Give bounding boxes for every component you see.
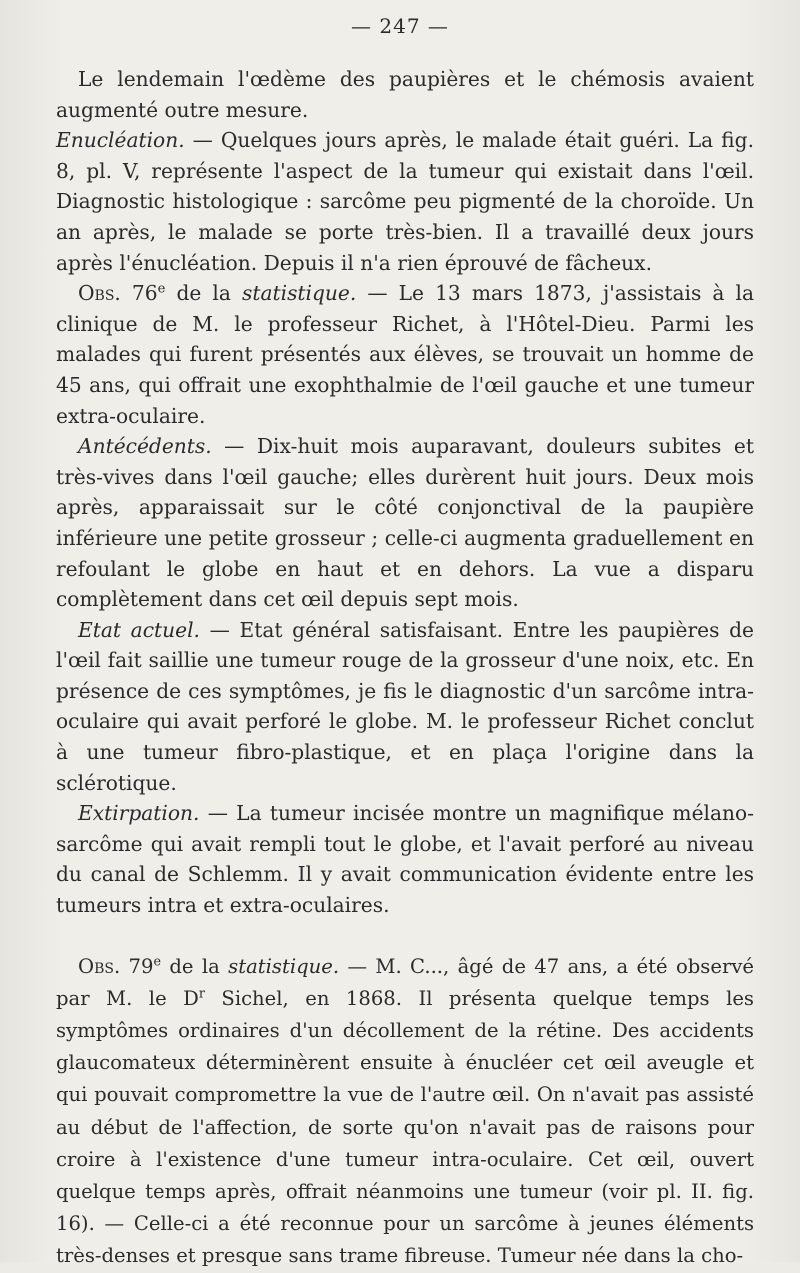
page-number: — 247 — bbox=[351, 14, 449, 38]
paragraph-enucleation bbox=[56, 125, 754, 278]
paragraph-text: — Etat général satisfaisant. Entre les paupières de l'œil fait saillie une tumeur rouge de la grosseur d'une noix, etc. En présence de ces symptômes, je fis le diagnostic d'un sarcôme intra-oculaire qui avait perforé le globe. M. le professeur Richet conclut à une tumeur fibro-plastique, et en plaça l'origine dans la sclérotique. bbox=[56, 617, 754, 795]
paragraph-text: — La tumeur incisée montre un magnifique mélano-sarcôme qui avait rempli tout le globe, et l'avait perforé au niveau du canal de Schlemm. Il y avait communication évidente entre les tumeurs intra et extra-oculaires. bbox=[56, 801, 754, 918]
obs-number: 79 bbox=[120, 954, 154, 978]
paragraph-text: Le lendemain l'œdème des paupières et le chémosis avaient augmenté outre mesure. bbox=[56, 67, 754, 122]
paragraph-observation-76 bbox=[56, 278, 754, 431]
section-lead-antecedents: Antécédents. bbox=[78, 434, 212, 459]
section-lead-extirpation: Extirpation. bbox=[78, 801, 200, 826]
paragraph-text: — M. C..., âgé de 47 ans, a été observé par M. le D bbox=[56, 954, 754, 1010]
obs-statistique: statistique. bbox=[228, 954, 340, 978]
paragraph-text: — Le 13 mars 1873, j'assistais à la clinique de M. le professeur Richet, à l'Hôtel-Dieu. Parmi les malades qui furent présentés aux élèves, se trouvait un homme de 45 ans, qui offrait une exophthalmie de l'œil gauche et une tumeur extra-oculaire. bbox=[56, 281, 754, 428]
paragraph-etat-actuel bbox=[56, 615, 754, 799]
paragraph-text: — Quelques jours après, le malade était guéri. La fig. 8, pl. V, représente l'aspect de la tumeur qui existait dans l'œil. Diagnostic histologique : sarcôme peu pigmenté de la choroïde. Un an après, le malade se porte très-bien. Il a travaillé deux jours après l'énucléation. Depuis il n'a rien éprouvé de fâcheux. bbox=[56, 128, 754, 275]
body-text bbox=[56, 64, 754, 1273]
obs-connector: de la bbox=[161, 954, 229, 978]
obs-label: Obs. bbox=[78, 281, 121, 306]
paragraph-observation-79 bbox=[56, 951, 754, 1273]
paragraph-opening bbox=[56, 64, 754, 125]
paragraph-antecedents bbox=[56, 431, 754, 615]
paragraph-text: Sichel, en 1868. Il présenta quelque temps les symptômes ordinaires d'un décollement de la rétine. Des accidents glaucomateux déterminèrent ensuite à énucléer cet œil aveugle et qui pouvait compromettre la vue de l'autre œil. On n'avait pas assisté au début de l'affection, de sorte qu'on n'avait pas de raisons pour croire à l'existence d'une tumeur intra-oculaire. Cet œil, ouvert quelque temps après, offrait néanmoins une tumeur (voir pl. II. fig. 16). — Celle-ci a été reconnue pour un sarcôme à jeunes éléments très-denses et presque sans trame fibreuse. Tumeur née dans la cho- bbox=[56, 986, 754, 1268]
doctor-suffix: r bbox=[198, 986, 205, 1002]
obs-label: Obs. bbox=[78, 954, 121, 978]
paragraph-extirpation bbox=[56, 798, 754, 920]
obs-statistique: statistique. bbox=[242, 281, 357, 306]
obs-number-suffix: e bbox=[153, 954, 162, 970]
obs-connector: de la bbox=[165, 281, 242, 306]
paragraph-text: — Dix-huit mois auparavant, douleurs subites et très-vives dans l'œil gauche; elles durèrent huit jours. Deux mois après, apparaissait sur le côté conjonctival de la paupière inférieure une petite grosseur ; celle-ci augmenta graduellement en refoulant le globe en haut et en dehors. La vue a disparu complètement dans cet œil depuis sept mois. bbox=[56, 434, 754, 612]
obs-number-suffix: e bbox=[157, 281, 166, 297]
section-lead-etat-actuel: Etat actuel. bbox=[78, 617, 200, 642]
obs-number: 76 bbox=[120, 281, 158, 306]
section-lead-enucleation: Enucléation. bbox=[56, 128, 185, 153]
